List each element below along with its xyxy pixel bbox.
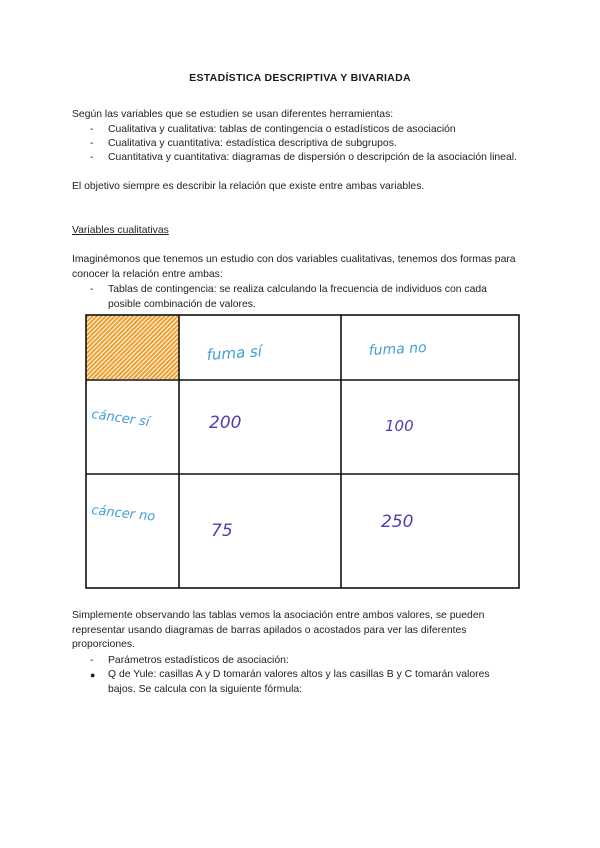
list-item-text: Tablas de contingencia: se realiza calculando la frecuencia de individuos con cada posible combinación de valores. <box>108 284 487 310</box>
row-header-cancer-yes: cáncer sí <box>90 407 151 431</box>
intro-paragraph: Según las variables que se estudien se usan diferentes herramientas: <box>72 109 394 120</box>
contingency-table <box>85 314 521 590</box>
objective-paragraph: El objetivo siempre es describir la relación que existe entre ambas variables. <box>72 181 425 192</box>
cell-smokes-yes-cancer-no: 75 <box>211 521 233 541</box>
list-item <box>90 283 520 312</box>
list-item <box>90 668 520 697</box>
page-title: ESTADÍSTICA DESCRIPTIVA Y BIVARIADA <box>189 72 411 84</box>
list-marker: - <box>90 138 94 149</box>
list-marker: - <box>90 124 94 135</box>
list-item-text: Cuantitativa y cuantitativa: diagramas de dispersión o descripción de la asociación lineal. <box>108 152 517 163</box>
list-marker: - <box>90 284 94 295</box>
cell-smokes-no-cancer-yes: 100 <box>385 417 414 435</box>
list-item <box>90 151 520 166</box>
list-item <box>90 654 520 669</box>
paragraph-intro-qualitative: Imaginémonos que tenemos un estudio con dos variables cualitativas, tenemos dos formas para conocer la relación entre ambas: <box>72 254 516 280</box>
list-item-text: Cualitativa y cuantitativa: estadística descriptiva de subgrupos. <box>108 138 397 149</box>
cell-smokes-yes-cancer-yes: 200 <box>209 413 242 433</box>
row-header-cancer-no: cáncer no <box>90 503 156 525</box>
cell-smokes-no-cancer-no: 250 <box>381 512 414 532</box>
list-item-text: Parámetros estadísticos de asociación: <box>108 655 289 666</box>
list-item <box>90 137 520 152</box>
list-item-text: Q de Yule: casillas A y D tomarán valores altos y las casillas B y C tomarán valores bajos. Se calcula con la siguiente fórmula: <box>108 669 490 695</box>
section-heading: Variables cualitativas <box>72 225 169 236</box>
bullet-marker: ● <box>90 670 96 680</box>
list-item <box>90 123 520 138</box>
column-header-smokes-no: fuma no <box>368 339 428 359</box>
column-header-smokes-yes: fuma sí <box>206 342 263 364</box>
list-item-text: Cualitativa y cualitativa: tablas de contingencia o estadísticos de asociación <box>108 124 456 135</box>
list-marker: - <box>90 655 94 666</box>
list-marker: - <box>90 152 94 163</box>
paragraph-observation: Simplemente observando las tablas vemos la asociación entre ambos valores, se pueden representar usando diagramas de barras apilados o acostados para ver las diferentes proporciones. <box>72 610 485 651</box>
